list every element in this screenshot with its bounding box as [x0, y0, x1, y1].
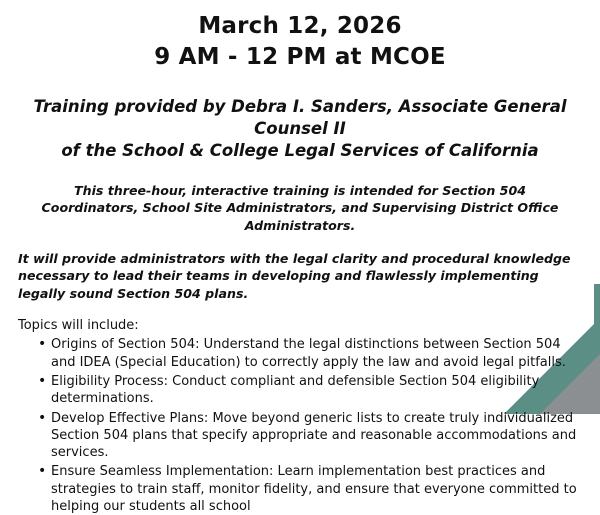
list-item: • Ensure Seamless Implementation: Learn implementation best practices and strategies to train staff, monitor fidelity, and ensure that everyone committed to helping our students all school — [38, 463, 584, 515]
event-time-location: 9 AM - 12 PM at MCOE — [154, 44, 446, 71]
purpose-description: It will provide administrators with the legal clarity and procedural knowledge necessary to lead their teams in developing and flawlessly implementing legally sound Section 504 plans. — [18, 250, 571, 301]
topics-list — [16, 336, 584, 515]
trainer-credit-line-2: of the School & College Legal Services of California — [61, 141, 539, 161]
list-item: • Eligibility Process: Conduct compliant and defensible Section 504 eligibility determinations. — [38, 373, 584, 408]
list-item: • Origins of Section 504: Understand the legal distinctions between Section 504 and IDEA (Special Education) to correctly apply the law and avoid legal pitfalls. — [38, 336, 584, 371]
trainer-credit — [16, 96, 584, 163]
event-date: March 12, 2026 — [198, 13, 402, 39]
list-item: • Develop Effective Plans: Move beyond generic lists to create truly individualized Section 504 plans that specify appropriate and reasonable accommodations and services. — [38, 410, 584, 462]
topics-heading: Topics will include: — [18, 318, 139, 334]
trainer-credit-line-1: Training provided by Debra I. Sanders, Associate General Counsel II — [33, 96, 567, 139]
audience-description: This three-hour, interactive training is intended for Section 504 Coordinators, School Site Administrators, and Supervising District Office Administrators. — [41, 182, 559, 233]
